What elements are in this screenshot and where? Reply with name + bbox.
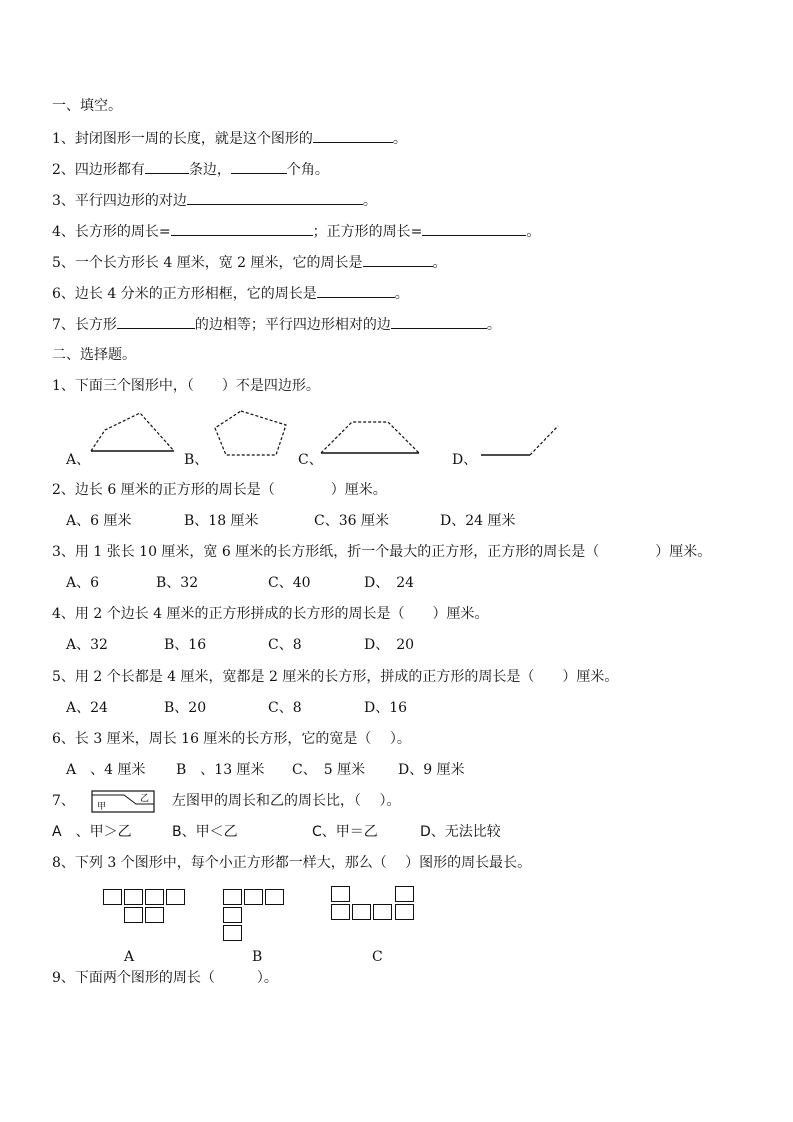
choice-question-9: 9、下面两个图形的周长（ ）。 (52, 970, 278, 986)
fill-question-7 (52, 314, 501, 334)
q8-label-c: C (372, 949, 383, 965)
fill-question-3 (52, 190, 377, 210)
grid-cell (124, 907, 143, 923)
q7-option-c[interactable]: C、甲＝乙 (312, 824, 378, 840)
q6-option-c[interactable]: C、 5 厘米 (292, 762, 366, 778)
q3-option-b[interactable]: B、32 (156, 575, 199, 591)
q7-text-a: 7、长方形 (52, 317, 117, 333)
choice-question-1: 1、下面三个图形中，（ ）不是四边形。 (52, 378, 320, 394)
q4-option-a[interactable]: A、32 (66, 637, 108, 653)
q3-option-c[interactable]: C、40 (268, 575, 311, 591)
fill-question-4 (52, 221, 540, 241)
q4-text-a: 4、长方形的周长= (52, 224, 171, 240)
answer-blank[interactable] (363, 252, 433, 267)
q3-option-d[interactable]: D、 24 (364, 575, 415, 591)
grid-cell (331, 886, 350, 902)
fill-question-2 (52, 159, 329, 179)
fill-question-6 (52, 283, 409, 303)
jia-label: 甲 (97, 802, 107, 812)
answer-blank[interactable] (317, 283, 395, 298)
q7-option-a[interactable]: A 、甲＞乙 (52, 824, 132, 840)
q1-label-b: B、 (184, 452, 209, 468)
q3-option-a[interactable]: A、6 (66, 575, 100, 591)
answer-blank[interactable] (171, 221, 313, 236)
choice-question-3: 3、用 1 张长 10 厘米，宽 6 厘米的长方形纸，折一个最大的正方形，正方形的周长是（ ）厘米。 (52, 544, 712, 560)
trapezoid-shape (318, 417, 422, 457)
q6-option-d[interactable]: D、9 厘米 (398, 762, 465, 778)
grid-cell (395, 886, 414, 902)
q1-text: 1、封闭图形一周的长度，就是这个图形的 (52, 131, 313, 147)
q3-end: 。 (362, 193, 377, 209)
grid-cell (352, 904, 371, 920)
q4-option-d[interactable]: D、 20 (364, 637, 415, 653)
q2-option-a[interactable]: A、6 厘米 (66, 513, 132, 529)
q2-option-b[interactable]: B、18 厘米 (184, 513, 259, 529)
jia-yi-rectangle-figure (88, 788, 158, 816)
q7-option-d[interactable]: D、无法比较 (420, 824, 501, 840)
q7-text: 左图甲的周长和乙的周长比，（ ）。 (172, 793, 401, 809)
choice-question-2: 2、边长 6 厘米的正方形的周长是（ ）厘米。 (52, 482, 387, 498)
answer-blank[interactable] (187, 190, 363, 205)
q5-text: 5、一个长方形长 4 厘米，宽 2 厘米，它的周长是 (52, 255, 363, 271)
square-grid-figure-c (331, 886, 421, 926)
q5-option-b[interactable]: B、20 (164, 700, 207, 716)
fill-question-1 (52, 128, 407, 148)
q1-label-d: D、 (452, 452, 478, 468)
grid-cell (124, 889, 143, 905)
section1-heading: 一、填空。 (52, 98, 122, 114)
grid-cell (145, 889, 164, 905)
answer-blank[interactable] (391, 314, 487, 329)
q2-option-c[interactable]: C、36 厘米 (314, 513, 389, 529)
q7-end: 。 (486, 317, 501, 333)
q4-option-b[interactable]: B、16 (164, 637, 207, 653)
open-quadrilateral-shape (88, 408, 178, 456)
square-grid-figure-a (103, 889, 193, 929)
q5-option-c[interactable]: C、8 (268, 700, 302, 716)
q7-text-b: 的边相等；平行四边形相对的边 (194, 317, 391, 333)
grid-cell (331, 904, 350, 920)
q2-text-a: 2、四边形都有 (52, 162, 145, 178)
answer-blank[interactable] (145, 159, 189, 174)
answer-blank[interactable] (422, 221, 526, 236)
q5-option-a[interactable]: A、24 (66, 700, 108, 716)
q4-text-b: ；正方形的周长= (312, 224, 423, 240)
q3-text: 3、平行四边形的对边 (52, 193, 187, 209)
q1-end: 。 (392, 131, 407, 147)
grid-cell (265, 889, 284, 905)
q4-option-c[interactable]: C、8 (268, 637, 302, 653)
q2-text-b: 条边， (188, 162, 231, 178)
pentagon-shape (210, 408, 294, 458)
q5-end: 。 (432, 255, 447, 271)
answer-blank[interactable] (117, 314, 195, 329)
answer-blank[interactable] (313, 128, 393, 143)
grid-cell (244, 889, 263, 905)
grid-cell (103, 889, 122, 905)
q7-option-b[interactable]: B、甲＜乙 (172, 824, 238, 840)
grid-cell (223, 925, 242, 941)
yi-label: 乙 (140, 794, 150, 804)
q6-end: 。 (394, 286, 409, 302)
answer-blank[interactable] (231, 159, 287, 174)
choice-question-5: 5、用 2 个长都是 4 厘米，宽都是 2 厘米的长方形，拼成的正方形的周长是（ ）厘米。 (52, 669, 619, 685)
grid-cell (166, 889, 185, 905)
q1-label-c: C、 (298, 452, 323, 468)
grid-cell (145, 907, 164, 923)
grid-cell (223, 907, 242, 923)
q6-text: 6、边长 4 分米的正方形相框，它的周长是 (52, 286, 317, 302)
q2-option-d[interactable]: D、24 厘米 (440, 513, 516, 529)
grid-cell (373, 904, 392, 920)
choice-question-8: 8、下列 3 个图形中，每个小正方形都一样大，那么（ ）图形的周长最长。 (52, 855, 532, 871)
grid-cell (223, 889, 242, 905)
q7-number: 7、 (52, 793, 75, 809)
q8-label-b: B (252, 949, 263, 965)
choice-question-4: 4、用 2 个边长 4 厘米的正方形拼成的长方形的周长是（ ）厘米。 (52, 606, 489, 622)
square-grid-figure-b (223, 889, 293, 945)
q6-option-a[interactable]: A 、4 厘米 (66, 762, 146, 778)
q4-end: 。 (526, 224, 541, 240)
open-path-shape (478, 423, 562, 459)
q2-text-c: 个角。 (286, 162, 329, 178)
grid-cell (395, 904, 414, 920)
q5-option-d[interactable]: D、16 (364, 700, 408, 716)
q8-label-a: A (124, 949, 135, 965)
fill-question-5 (52, 252, 447, 272)
q1-label-a: A、 (66, 452, 91, 468)
q6-option-b[interactable]: B 、13 厘米 (176, 762, 265, 778)
section2-heading: 二、选择题。 (52, 347, 136, 363)
choice-question-6: 6、长 3 厘米，周长 16 厘米的长方形，它的宽是（ ）。 (52, 731, 411, 747)
